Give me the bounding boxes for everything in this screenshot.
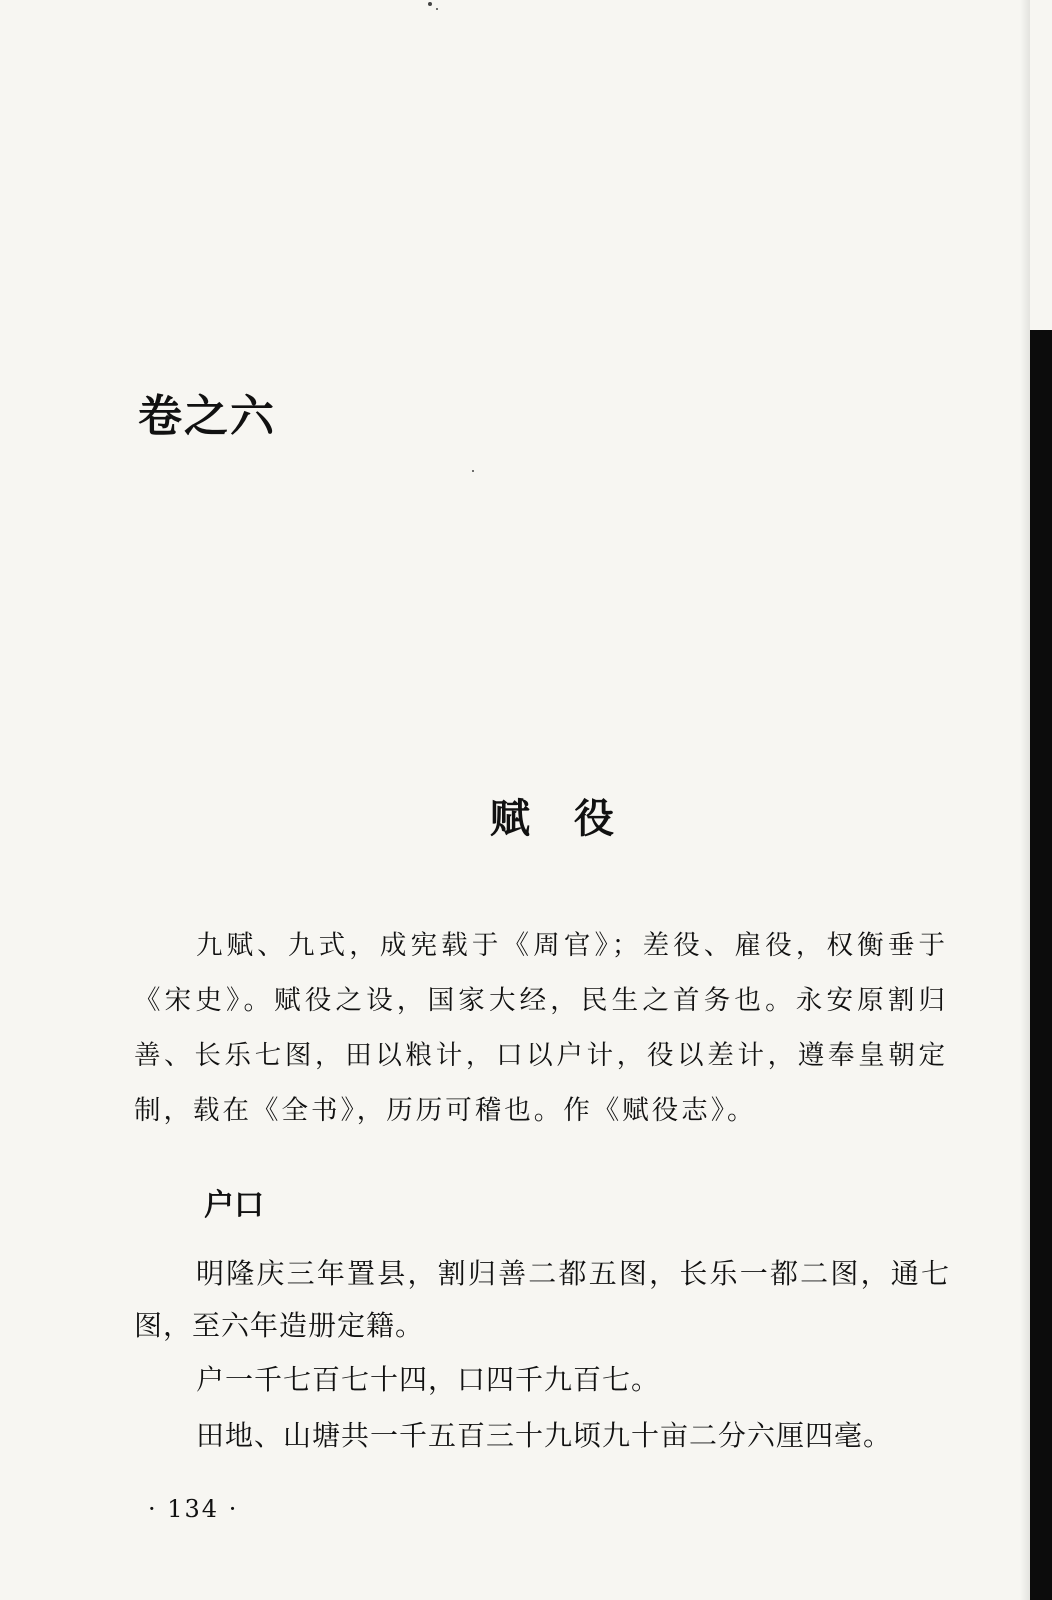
body-paragraph: 户一千七百七十四，口四千九百七。	[196, 1363, 661, 1396]
page-edge-bar	[1030, 330, 1052, 1600]
subsection-heading: 户口	[204, 1188, 264, 1223]
intro-paragraph: 九赋、九式，成宪载于《周官》；差役、雇役，权衡垂于《宋史》。赋役之设，国家大经，民生之首务也。永安原割归善、长乐七图，田以粮计，口以户计，役以差计，遵奉皇朝定制，载在《全书》，历历可稽也。作《赋役志》。	[134, 930, 948, 1126]
section-title	[0, 796, 1052, 842]
body-paragraph: 明隆庆三年置县，割归善二都五图，长乐一都二图，通七图，至六年造册定籍。	[134, 1257, 950, 1342]
scan-speck	[428, 2, 432, 6]
volume-title: 卷之六	[138, 391, 276, 442]
scan-speck	[436, 8, 438, 10]
section-title-char: 役	[574, 796, 614, 842]
body-paragraph: 田地、山塘共一千五百三十九顷九十亩二分六厘四毫。	[196, 1419, 893, 1452]
scan-speck	[472, 470, 474, 472]
section-title-char: 赋	[490, 796, 530, 842]
page-number: · 134 ·	[148, 1495, 239, 1523]
